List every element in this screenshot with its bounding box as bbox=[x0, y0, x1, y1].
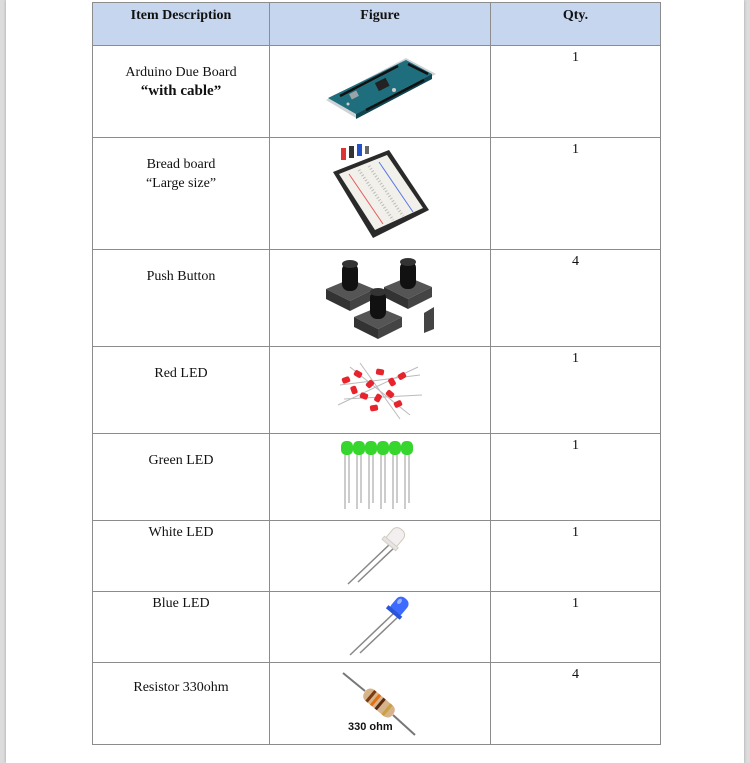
item-qty: 1 bbox=[491, 347, 661, 434]
header-qty: Qty. bbox=[491, 3, 661, 46]
item-name: Red LED bbox=[154, 366, 208, 381]
item-description bbox=[93, 592, 270, 663]
white-led-icon bbox=[340, 524, 420, 588]
item-name: Blue LED bbox=[152, 596, 210, 611]
table-row bbox=[93, 138, 661, 250]
item-note: “Large size” bbox=[145, 176, 217, 191]
item-note: “with cable” bbox=[140, 83, 222, 99]
item-qty: 1 bbox=[491, 434, 661, 521]
item-qty: 4 bbox=[491, 250, 661, 347]
document-page bbox=[6, 0, 744, 763]
item-figure bbox=[270, 46, 491, 138]
arduino-due-board-icon bbox=[320, 52, 440, 132]
item-description bbox=[93, 434, 270, 521]
item-qty: 1 bbox=[491, 592, 661, 663]
item-name: Green LED bbox=[148, 453, 214, 468]
breadboard-icon bbox=[325, 144, 435, 244]
table-row bbox=[93, 521, 661, 592]
item-description bbox=[93, 521, 270, 592]
item-qty: 1 bbox=[491, 138, 661, 250]
item-name: Bread board bbox=[146, 157, 216, 172]
table-row bbox=[93, 434, 661, 521]
item-figure bbox=[270, 663, 491, 745]
header-figure: Figure bbox=[270, 3, 491, 46]
item-figure bbox=[270, 521, 491, 592]
item-figure bbox=[270, 138, 491, 250]
item-qty: 1 bbox=[491, 521, 661, 592]
table-row bbox=[93, 347, 661, 434]
item-qty: 4 bbox=[491, 663, 661, 745]
table-row bbox=[93, 592, 661, 663]
item-figure bbox=[270, 250, 491, 347]
item-description bbox=[93, 46, 270, 138]
blue-led-icon bbox=[340, 595, 420, 659]
item-figure bbox=[270, 434, 491, 521]
item-description bbox=[93, 347, 270, 434]
resistor-value-label: 330 ohm bbox=[348, 721, 393, 733]
header-item-description: Item Description bbox=[93, 3, 270, 46]
table-row bbox=[93, 663, 661, 745]
item-name: Resistor 330ohm bbox=[133, 680, 229, 695]
component-table bbox=[92, 2, 661, 745]
item-description bbox=[93, 250, 270, 347]
red-led-icon bbox=[330, 355, 430, 425]
push-button-icon bbox=[320, 255, 440, 341]
item-description bbox=[93, 138, 270, 250]
item-figure bbox=[270, 347, 491, 434]
header-row bbox=[93, 3, 661, 46]
green-led-icon bbox=[335, 439, 425, 515]
item-name: White LED bbox=[148, 525, 214, 540]
table-row bbox=[93, 46, 661, 138]
table-row bbox=[93, 250, 661, 347]
item-name: Arduino Due Board bbox=[125, 65, 237, 80]
item-qty: 1 bbox=[491, 46, 661, 138]
item-figure bbox=[270, 592, 491, 663]
item-description bbox=[93, 663, 270, 745]
item-name: Push Button bbox=[146, 269, 216, 284]
